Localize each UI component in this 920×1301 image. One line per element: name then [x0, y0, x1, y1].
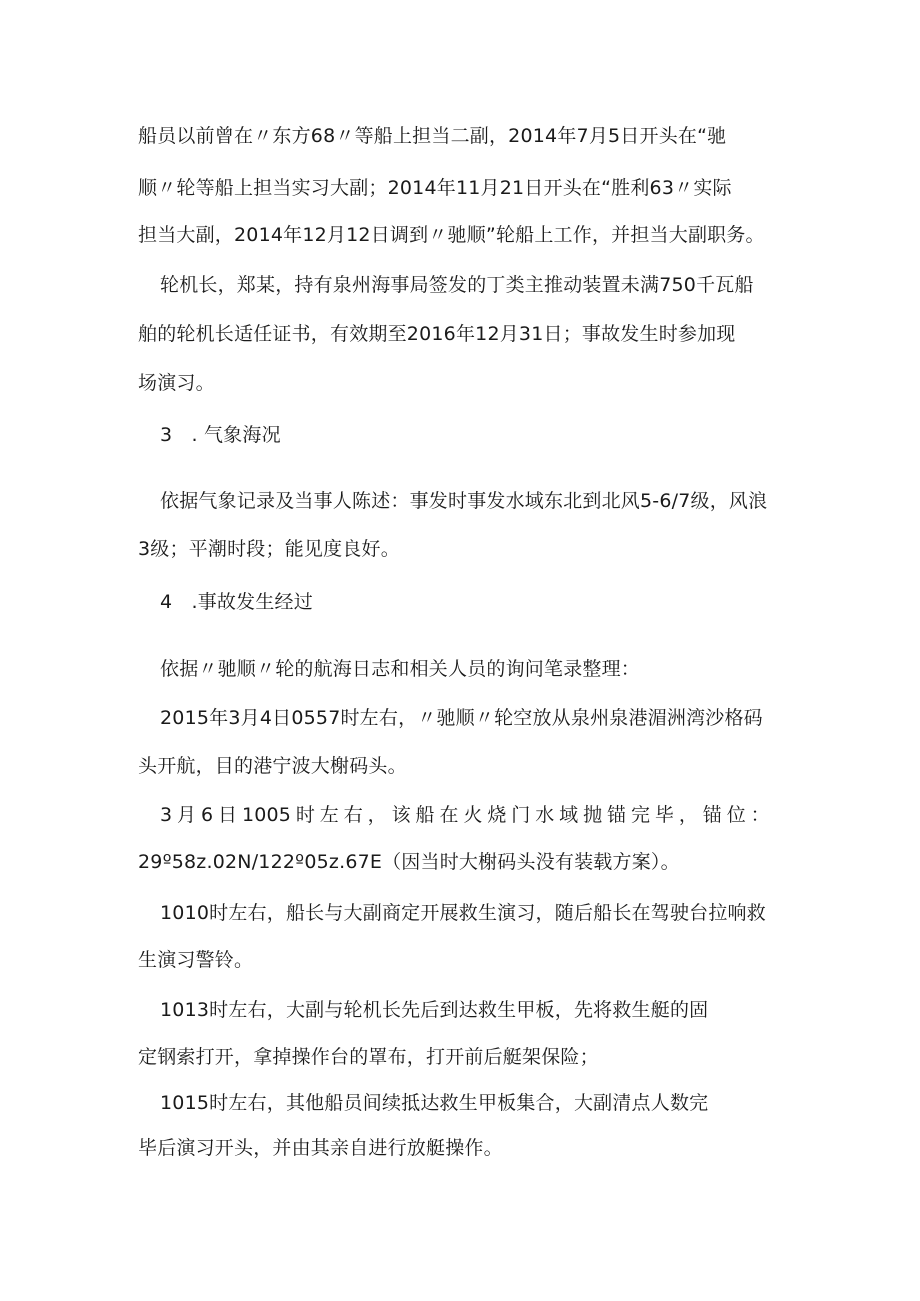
word-2: 月: [177, 804, 197, 826]
word-14: 烧: [487, 804, 507, 826]
word-9: ，: [367, 804, 387, 826]
word-12: 在: [439, 804, 459, 826]
text-line-21: 毕后演习开头，并由其亲自进行放艇操作。: [138, 1137, 503, 1159]
word-4: 日: [218, 804, 238, 826]
text-line-17: 生演习警铃。: [138, 949, 254, 971]
text-line-13: 头开航，目的港宁波大榭码头。: [138, 755, 407, 777]
text-line-2: 顺〃轮等船上担当实习大副；2014年11月21日开头在“胜利63〃实际: [138, 177, 732, 199]
word-10: 该: [391, 804, 411, 826]
word-6: 时: [295, 804, 316, 826]
word-1: 3: [160, 804, 173, 826]
word-11: 船: [415, 804, 435, 826]
text-line-11: 依据〃驰顺〃轮的航海日志和相关人员的询问笔录整理：: [160, 658, 641, 680]
word-23: 锚: [702, 804, 722, 826]
text-line-18: 1013时左右，大副与轮机长先后到达救生甲板，先将救生艇的固: [160, 999, 709, 1021]
text-line-15-coordinates: 29º58z.02N∕122º05z.67E（因当时大榭码头没有装载方案）。: [138, 851, 680, 873]
text-line-14-justified: [160, 803, 770, 827]
text-line-5: 舶的轮机长适任证书，有效期至2016年12月31日；事故发生时参加现: [138, 323, 736, 345]
word-15: 门: [511, 804, 531, 826]
word-16: 水: [535, 804, 555, 826]
word-25: ：: [750, 804, 770, 826]
word-19: 锚: [607, 804, 627, 826]
word-24: 位: [726, 804, 746, 826]
text-line-9: 3级；平潮时段；能见度良好。: [138, 538, 400, 560]
section-heading-accident: 4 .事故发生经过: [160, 591, 313, 613]
word-5: 1005: [241, 804, 292, 826]
text-line-3: 担当大副，2014年12月12日调到〃驰顺”轮船上工作，并担当大副职务。: [138, 224, 765, 246]
word-8: 右: [343, 804, 363, 826]
section-heading-weather: 3 . 气象海况: [160, 424, 281, 446]
word-13: 火: [463, 804, 483, 826]
text-line-8: 依据气象记录及当事人陈述：事发时事发水域东北到北风5-6/7级，风浪: [160, 490, 768, 512]
word-20: 完: [630, 804, 651, 826]
text-line-20: 1015时左右，其他船员间续抵达救生甲板集合，大副清点人数完: [160, 1092, 709, 1114]
word-3: 6: [200, 804, 214, 826]
word-17: 域: [559, 804, 579, 826]
word-7: 左: [319, 804, 339, 826]
text-line-12: 2015年3月4日0557时左右，〃驰顺〃轮空放从泉州泉港湄洲湾沙格码: [160, 707, 763, 729]
word-22: ，: [678, 804, 699, 826]
text-line-4: 轮机长，郑某，持有泉州海事局签发的丁类主推动装置未满750千瓦船: [160, 274, 754, 296]
text-line-1: 船员以前曾在〃东方68〃等船上担当二副，2014年7月5日开头在“驰: [138, 125, 727, 147]
text-line-6: 场演习。: [138, 372, 215, 394]
word-21: 毕: [654, 804, 675, 826]
text-line-19: 定钢索打开，拿掉操作台的罩布，打开前后艇架保险；: [138, 1046, 599, 1068]
text-line-16: 1010时左右，船长与大副商定开展救生演习，随后船长在驾驶台拉响救: [160, 902, 766, 924]
word-18: 抛: [583, 804, 603, 826]
